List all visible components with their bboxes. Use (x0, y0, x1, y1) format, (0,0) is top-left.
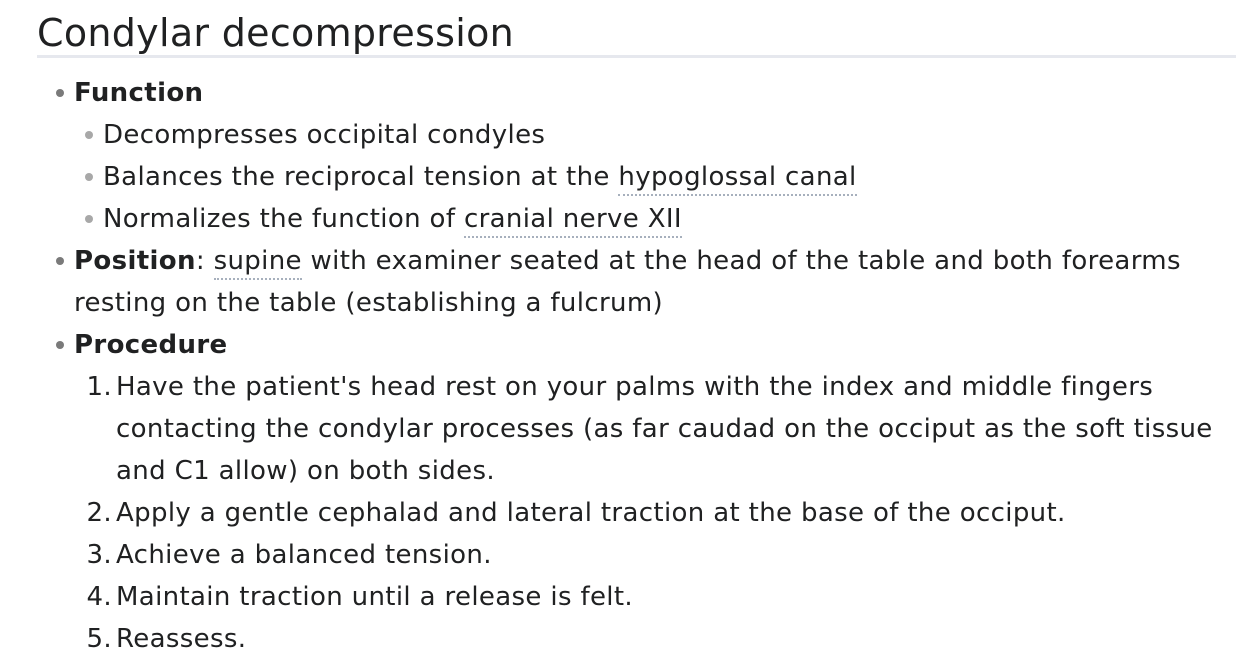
step-text: Maintain traction until a release is felt. (116, 582, 634, 612)
bullet-icon (85, 215, 93, 223)
position-label: Position (74, 246, 196, 276)
supine-link[interactable]: supine (214, 246, 302, 280)
function-item-text: Decompresses occipital condyles (103, 120, 546, 150)
bullet-icon (85, 173, 93, 181)
list-item-function (74, 72, 1257, 240)
procedure-step (86, 492, 1226, 534)
bullet-icon (56, 89, 64, 97)
position-text: with examiner seated at the head of the table and both forearms resting on the table (establishing a fulcrum) (74, 246, 1181, 318)
step-number: 3. (86, 540, 112, 570)
procedure-label: Procedure (74, 330, 228, 360)
list-item (103, 156, 1257, 198)
section-heading (37, 8, 1236, 58)
procedure-steps (74, 366, 1226, 660)
procedure-step (86, 534, 1226, 576)
function-item-text: Balances the reciprocal tension at the (103, 162, 619, 192)
procedure-step (86, 576, 1226, 618)
step-number: 5. (86, 624, 112, 654)
section-content (0, 72, 1257, 660)
bullet-icon (56, 341, 64, 349)
list-item (103, 114, 1257, 156)
function-label: Function (74, 78, 204, 108)
step-text: Achieve a balanced tension. (116, 540, 492, 570)
list-item-position (74, 240, 1257, 324)
hypoglossal-canal-link[interactable]: hypoglossal canal (618, 162, 856, 196)
page-title: Condylar decompression (37, 11, 515, 55)
step-text: Apply a gentle cephalad and lateral traction at the base of the occiput. (116, 498, 1066, 528)
function-item-text: Normalizes the function of (103, 204, 464, 234)
bullet-icon (85, 131, 93, 139)
step-number: 4. (86, 582, 112, 612)
step-number: 2. (86, 498, 112, 528)
bullet-list (0, 72, 1257, 660)
list-item (103, 198, 1257, 240)
position-separator: : (195, 246, 214, 276)
step-text: Have the patient's head rest on your palms with the index and middle fingers contacting the condylar processes (as far caudad on the occiput as the soft tissue and C1 allow) on both sides. (116, 372, 1213, 486)
cranial-nerve-xii-link[interactable]: cranial nerve XII (464, 204, 682, 238)
procedure-step (86, 618, 1226, 660)
step-text: Reassess. (116, 624, 247, 654)
procedure-step (86, 366, 1226, 492)
bullet-icon (56, 257, 64, 265)
function-sublist (74, 114, 1257, 240)
step-number: 1. (86, 372, 112, 402)
list-item-procedure (74, 324, 1257, 660)
